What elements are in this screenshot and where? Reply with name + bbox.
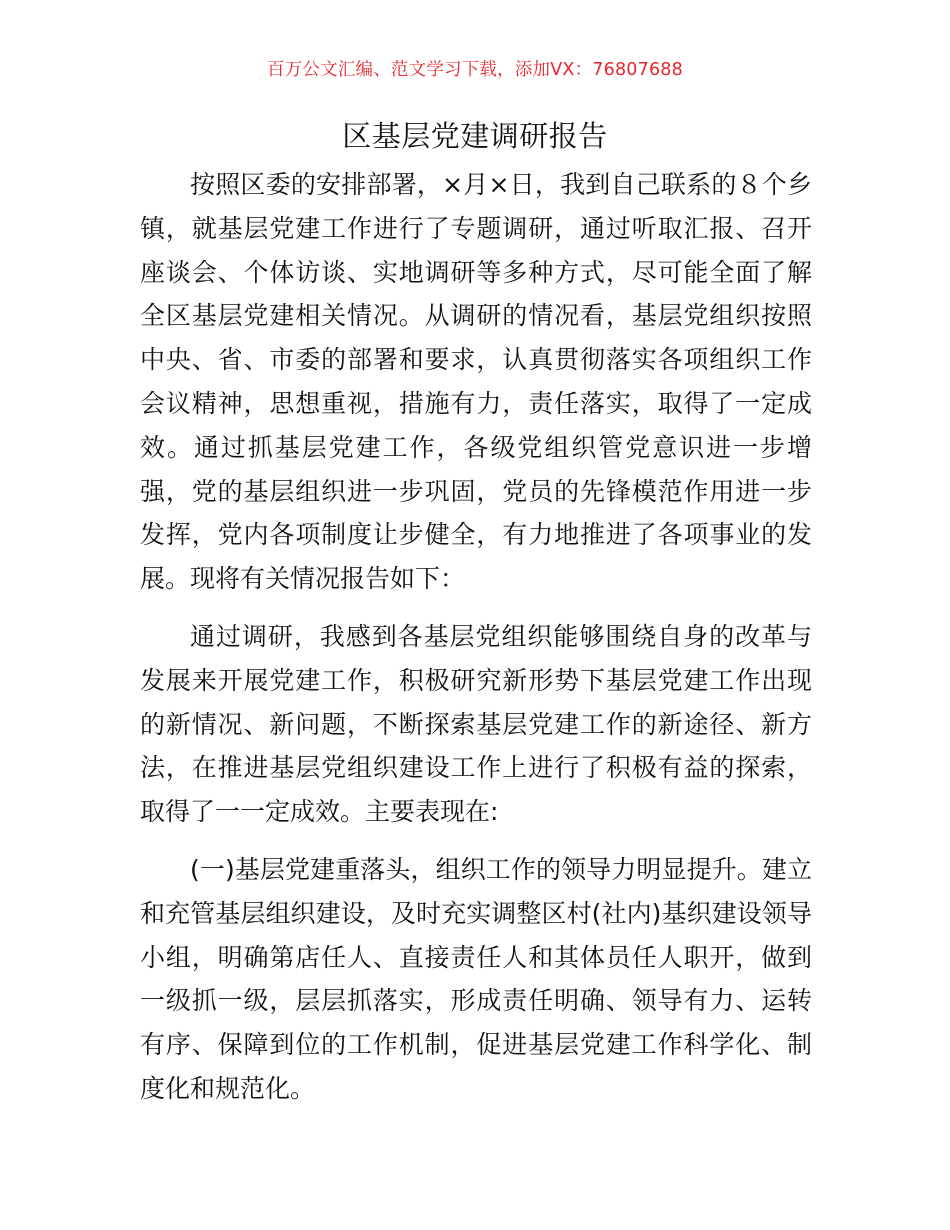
header-banner: 百万公文汇编、范文学习下载，添加VX：76807688 bbox=[267, 60, 683, 80]
document-body bbox=[140, 163, 812, 1111]
paragraph-item-one: (一)基层党建重落头，组织工作的领导力明显提升。建立和充管基层组织建设，及时充实调整区村(社内)基织建设领导小组，明确第店任人、直接责任人和其体员任人职开，做到一级抓一级，层层抓落实，形成责任明确、领导有力、运转有序、保障到位的工作机制，促进基层党建工作科学化、制度化和规范化。 bbox=[140, 854, 812, 1103]
document-title: 区基层党建调研报告 bbox=[342, 119, 608, 153]
paragraph-findings: 通过调研，我感到各基层党组织能够围绕自身的改革与发展来开展党建工作，积极研究新形势下基层党建工作出现的新情况、新问题，不断探索基层党建工作的新途径、新方法，在推进基层党组织建设工作上进行了积极有益的探索，取得了一一定成效。主要表现在: bbox=[140, 621, 812, 827]
paragraph-intro: 按照区委的安排部署，×月×日，我到自己联系的８个乡镇，就基层党建工作进行了专题调研，通过听取汇报、召开座谈会、个体访谈、实地调研等多种方式，尽可能全面了解全区基层党建相关情况。从调研的情况看，基层党组织按照中央、省、市委的部署和要求，认真贯彻落实各项组织工作会议精神，思想重视，措施有力，责任落实，取得了一定成效。通过抓基层党建工作，各级党组织管党意识进一步增强，党的基层组织进一步巩固，党员的先锋模范作用进一步发挥，党内各项制度让步健全，有力地推进了各项事业的发展。现将有关情况报告如下： bbox=[140, 170, 812, 594]
